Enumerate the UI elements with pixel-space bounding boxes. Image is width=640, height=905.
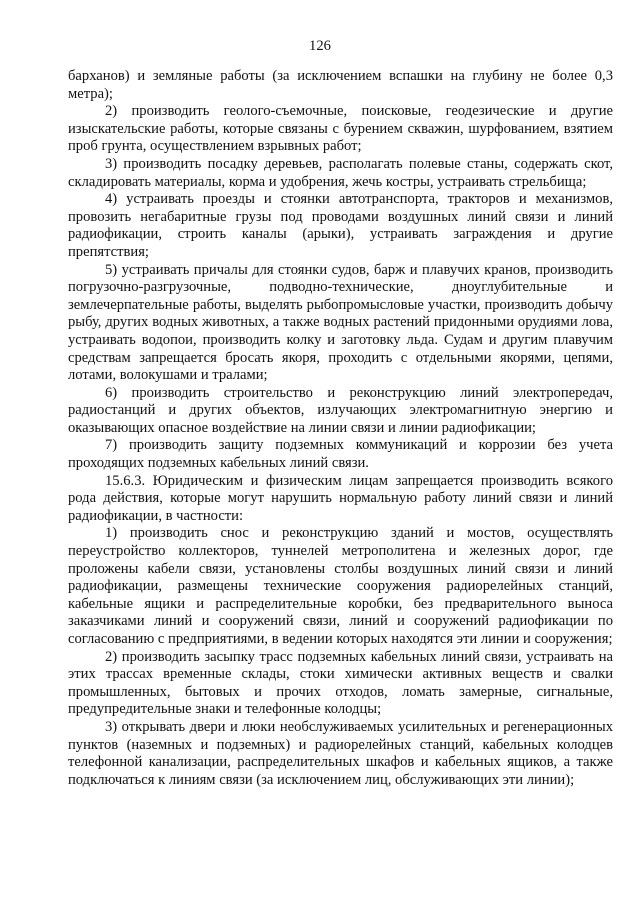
paragraph-continuation: барханов) и земляные работы (за исключением вспашки на глубину не более 0,3 метра);	[68, 68, 613, 102]
paragraph-item-6: 6) производить строительство и реконструкцию линий электропередач, радиостанций и других объектов, излучающих электромагнитную энергию и оказывающих опасное воздействие на линии связи и линии радиофикации;	[68, 384, 613, 436]
paragraph-item-7: 7) производить защиту подземных коммуникаций и коррозии без учета проходящих подземных кабельных линий связи.	[68, 437, 613, 472]
paragraph-section-15-6-3: 15.6.3. Юридическим и физическим лицам запрещается производить всякого рода действия, которые могут нарушить нормальную работу линий связи и линий радиофикации, в частности:	[68, 472, 613, 524]
paragraph-item-3: 3) производить посадку деревьев, располагать полевые станы, содержать скот, складировать материалы, корма и удобрения, жечь костры, устраивать стрельбища;	[68, 155, 613, 190]
paragraph-item-4: 4) устраивать проезды и стоянки автотранспорта, тракторов и механизмов, провозить негабаритные грузы под проводами воздушных линий связи и линий радиофикации, строить каналы (арыки), устраивать заграждения и другие препятствия;	[68, 191, 613, 260]
paragraph-item-5: 5) устраивать причалы для стоянки судов, барж и плавучих кранов, производить погрузочно-разгрузочные, подводно-технические, дноуглубительные и землечерпательные работы, выделять рыбопромысловые участки, производить добычу рыбу, других водных животных, а также водных растений придонными орудиями лова, устраивать водопои, производить колку и заготовку льда. Судам и другим плавучим средствам запрещается бросать якоря, проходить с отдельными якорями, цепями, лотами, волокушами и тралами;	[68, 261, 613, 384]
paragraph-item-2: 2) производить геолого-съемочные, поисковые, геодезические и другие изыскательские работы, которые связаны с бурением скважин, шурфованием, взятием проб грунта, осуществлением взрывных работ;	[68, 103, 613, 155]
document-body	[68, 68, 613, 789]
paragraph-subitem-1: 1) производить снос и реконструкцию зданий и мостов, осуществлять переустройство коллекторов, туннелей метрополитена и железных дорог, где проложены кабели связи, установлены столбы воздушных линий связи и линий радиофикации, размещены технические сооружения радиорелейных станций, кабельные ящики и распределительные коробки, без предварительного выноса заказчиками линий и сооружений связи, линий и сооружений радиофикации по согласованию с предприятиями, в ведении которых находятся эти линии и сооружения;	[68, 525, 613, 647]
paragraph-subitem-2: 2) производить засыпку трасс подземных кабельных линий связи, устраивать на этих трассах временные склады, стоки химически активных веществ и свалки промышленных, бытовых и прочих отходов, ломать замерные, сигнальные, предупредительные знаки и телефонные колодцы;	[68, 648, 613, 718]
paragraph-subitem-3: 3) открывать двери и люки необслуживаемых усилительных и регенерационных пунктов (наземных и подземных) и радиорелейных станций, кабельных колодцев телефонной канализации, распределительных шкафов и кабельных ящиков, а также подключаться к линиям связи (за исключением лиц, обслуживающих эти линии);	[68, 718, 613, 788]
page-number: 126	[309, 38, 331, 54]
